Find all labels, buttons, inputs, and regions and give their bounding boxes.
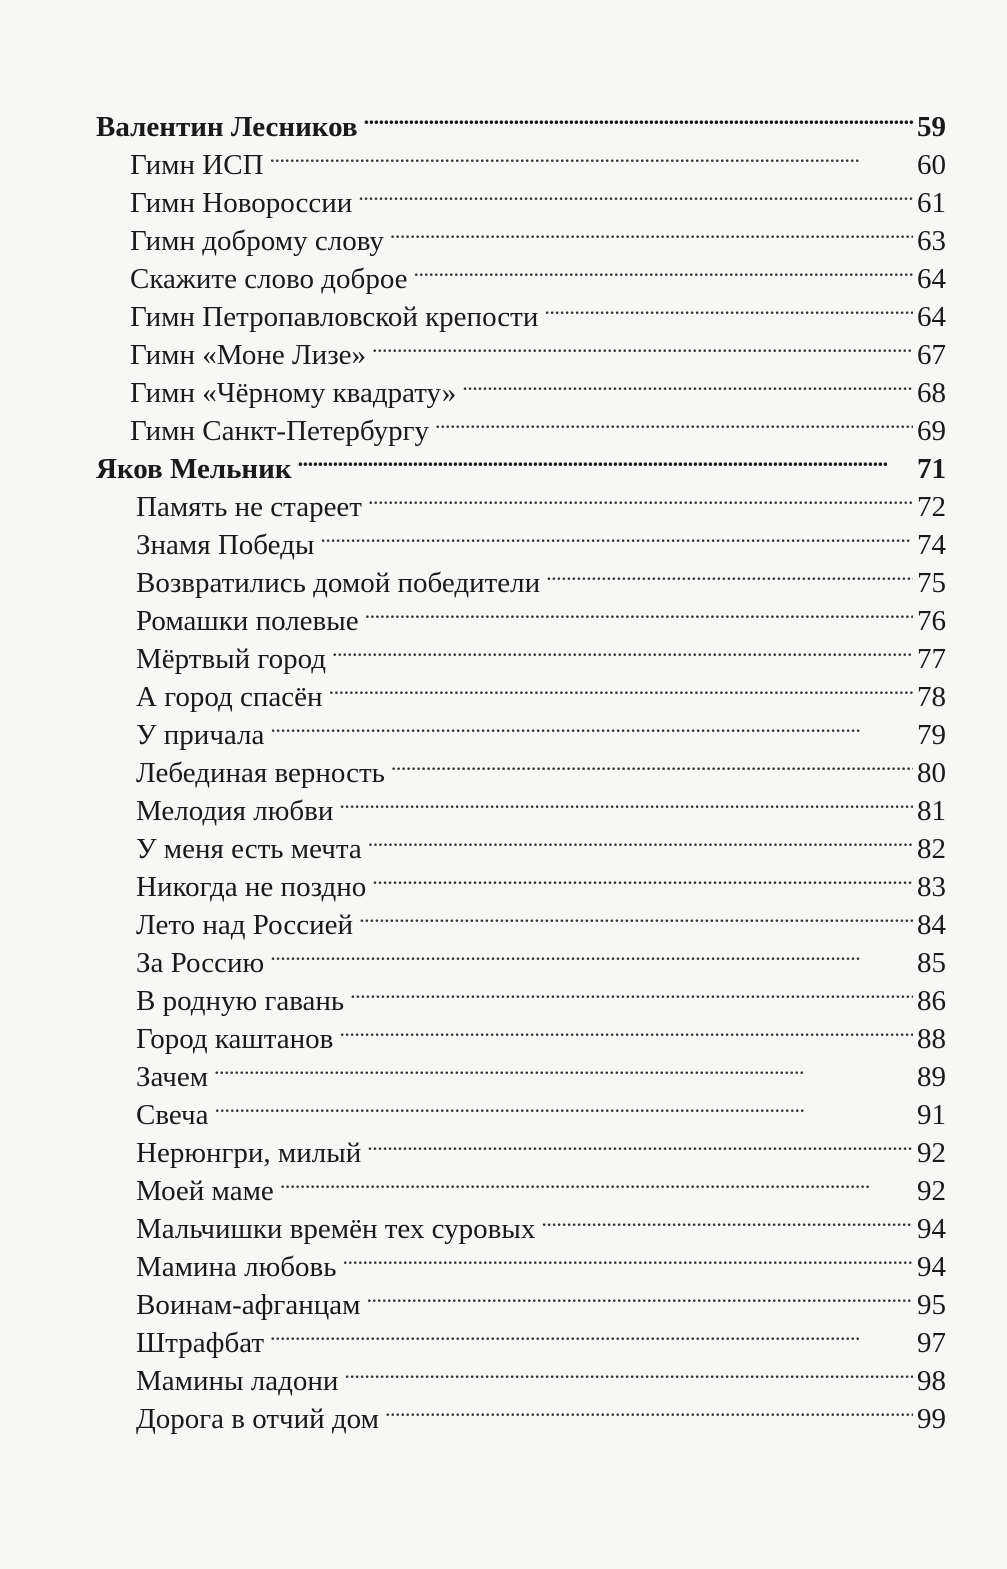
page-number: 85	[917, 947, 946, 979]
entry-title: Возвратились домой победители	[136, 567, 541, 599]
page-number: 94	[917, 1251, 946, 1283]
page-number: 71	[917, 453, 946, 485]
dot-leader	[339, 1010, 913, 1048]
dot-leader	[364, 98, 913, 136]
entry-title: Гимн Петропавловской крепости	[130, 301, 539, 333]
entry-title: Знамя Победы	[136, 529, 315, 561]
page-number: 78	[917, 681, 946, 713]
entry-title: У причала	[136, 719, 265, 751]
page-number: 72	[917, 491, 946, 523]
page-number: 75	[917, 567, 946, 599]
dot-leader	[332, 630, 913, 668]
entry-title: Зачем	[136, 1061, 209, 1093]
page-number: 91	[917, 1099, 946, 1131]
dot-leader	[350, 972, 913, 1010]
entry-title: Мамины ладони	[136, 1365, 339, 1397]
page-number: 84	[917, 909, 946, 941]
dot-leader	[298, 440, 913, 478]
dot-leader	[390, 212, 913, 250]
dot-leader	[462, 364, 913, 402]
dot-leader	[365, 592, 913, 630]
page-number: 92	[917, 1137, 946, 1169]
dot-leader	[414, 250, 913, 288]
dot-leader	[391, 744, 913, 782]
dot-leader	[541, 1200, 913, 1238]
page-number: 59	[917, 111, 946, 143]
dot-leader	[385, 1390, 913, 1428]
dot-leader	[270, 706, 913, 744]
dot-leader	[367, 1124, 913, 1162]
entry-title: Гимн ИСП	[130, 149, 264, 181]
page-number: 80	[917, 757, 946, 789]
dot-leader	[320, 516, 913, 554]
dot-leader	[544, 288, 913, 326]
dot-leader	[280, 1162, 913, 1200]
author-name: Яков Мельник	[96, 453, 292, 485]
entry-title: Мальчишки времён тех суровых	[136, 1213, 536, 1245]
dot-leader	[435, 402, 913, 440]
entry-title: Штрафбат	[136, 1327, 264, 1359]
dot-leader	[546, 554, 913, 592]
author-name: Валентин Лесников	[96, 111, 358, 143]
entry-title: Воинам-афганцам	[136, 1289, 361, 1321]
dot-leader	[214, 1086, 913, 1124]
toc-entry	[96, 1048, 946, 1093]
dot-leader	[339, 782, 913, 820]
page-number: 74	[917, 529, 946, 561]
entry-title: Лето над Россией	[136, 909, 354, 941]
page-number: 69	[917, 415, 946, 447]
toc-entry	[96, 1124, 946, 1169]
dot-leader	[372, 326, 913, 364]
entry-title: А город спасён	[136, 681, 323, 713]
page-number: 89	[917, 1061, 946, 1093]
dot-leader	[366, 1276, 913, 1314]
entry-title: Ромашки полевые	[136, 605, 359, 637]
page-number: 77	[917, 643, 946, 675]
entry-title: Мамина любовь	[136, 1251, 337, 1283]
entry-title: Никогда не поздно	[136, 871, 367, 903]
entry-title: Память не стареет	[136, 491, 362, 523]
page-number: 76	[917, 605, 946, 637]
dot-leader	[359, 896, 913, 934]
entry-title: Лебединая верность	[136, 757, 385, 789]
entry-title: За Россию	[136, 947, 265, 979]
page-number: 63	[917, 225, 946, 257]
entry-title: Свеча	[136, 1099, 209, 1131]
page-number: 99	[917, 1403, 946, 1435]
page-number: 68	[917, 377, 946, 409]
page-number: 61	[917, 187, 946, 219]
page-number: 60	[917, 149, 946, 181]
page-number: 82	[917, 833, 946, 865]
page-number: 79	[917, 719, 946, 751]
page-number: 67	[917, 339, 946, 371]
dot-leader	[329, 668, 913, 706]
entry-title: Моей маме	[136, 1175, 274, 1207]
entry-title: У меня есть мечта	[136, 833, 362, 865]
entry-title: Гимн Новороссии	[130, 187, 353, 219]
page-number: 92	[917, 1175, 946, 1207]
entry-title: Гимн доброму слову	[130, 225, 384, 257]
dot-leader	[270, 136, 913, 174]
page-number: 81	[917, 795, 946, 827]
page-number: 64	[917, 301, 946, 333]
entry-title: Гимн Санкт-Петербургу	[130, 415, 429, 447]
dot-leader	[368, 820, 913, 858]
entry-title: В родную гавань	[136, 985, 345, 1017]
entry-title: Мёртвый город	[136, 643, 326, 675]
dot-leader	[344, 1352, 913, 1390]
dot-leader	[270, 1314, 913, 1352]
dot-leader	[358, 174, 913, 212]
page-number: 86	[917, 985, 946, 1017]
dot-leader	[214, 1048, 913, 1086]
toc-author-row	[96, 98, 946, 143]
page-number: 98	[917, 1365, 946, 1397]
page-number: 64	[917, 263, 946, 295]
entry-title: Город каштанов	[136, 1023, 334, 1055]
page-number: 94	[917, 1213, 946, 1245]
page-number: 88	[917, 1023, 946, 1055]
table-of-contents	[96, 98, 946, 1435]
entry-title: Гимн «Чёрному квадрату»	[130, 377, 457, 409]
entry-title: Нерюнгри, милый	[136, 1137, 362, 1169]
entry-title: Гимн «Моне Лизе»	[130, 339, 367, 371]
page-number: 97	[917, 1327, 946, 1359]
dot-leader	[372, 858, 913, 896]
dot-leader	[342, 1238, 913, 1276]
entry-title: Дорога в отчий дом	[136, 1403, 379, 1435]
dot-leader	[368, 478, 913, 516]
page-number: 83	[917, 871, 946, 903]
dot-leader	[270, 934, 913, 972]
page-number: 95	[917, 1289, 946, 1321]
entry-title: Скажите слово доброе	[130, 263, 408, 295]
entry-title: Мелодия любви	[136, 795, 334, 827]
toc-entry	[96, 1086, 946, 1131]
